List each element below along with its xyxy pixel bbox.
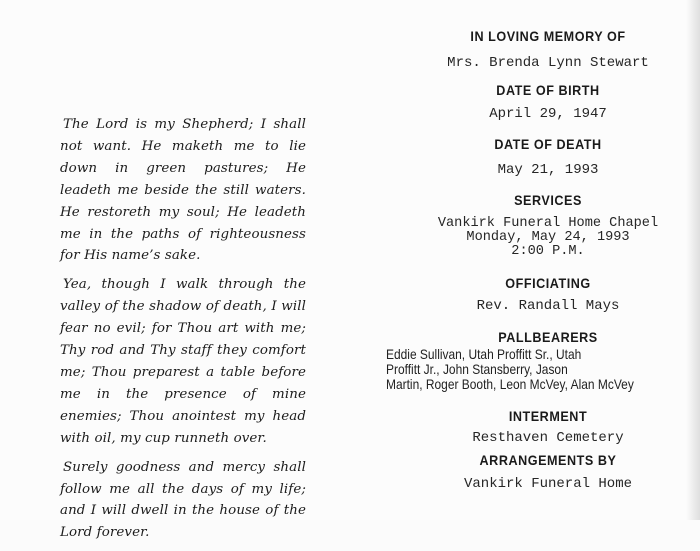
date-of-birth-heading: DATE OF BIRTH bbox=[496, 82, 600, 98]
officiant-name: Rev. Randall Mays bbox=[476, 298, 620, 314]
date-of-death: May 21, 1993 bbox=[497, 162, 599, 178]
services-heading: SERVICES bbox=[514, 192, 582, 208]
pallbearers-list bbox=[386, 347, 676, 392]
officiating-heading: OFFICIATING bbox=[505, 275, 591, 291]
arrangements-heading: ARRANGEMENTS BY bbox=[479, 452, 617, 468]
arrangements-by: Vankirk Funeral Home bbox=[463, 476, 633, 492]
psalm-23-text bbox=[60, 114, 306, 551]
interment-heading: INTERMENT bbox=[508, 408, 588, 424]
in-loving-memory-heading: IN LOVING MEMORY OF bbox=[470, 28, 626, 44]
psalm-paragraph-1: The Lord is my Shepherd; I shall not want. He maketh me to lie down in green pastures; He leadeth me beside the still waters. He restoreth my soul; He leadeth me in the paths of righteousness for His name’s sake. bbox=[60, 117, 306, 264]
pallbearers-line: Martin, Roger Booth, Leon McVey, Alan McVey bbox=[386, 377, 634, 392]
date-of-death-heading: DATE OF DEATH bbox=[494, 136, 602, 152]
pallbearers-line: Proffitt Jr., John Stansberry, Jason bbox=[386, 362, 568, 377]
interment-place: Resthaven Cemetery bbox=[472, 430, 624, 446]
psalm-paragraph-2: Yea, though I walk through the valley of the shadow of death, I will fear no evil; for Thou art with me; Thy rod and Thy staff they comfort me; Thou preparest a table before me in the presence of mine enemies; Thou anointest my head with oil, my cup runneth over. bbox=[60, 277, 306, 446]
pallbearers-heading: PALLBEARERS bbox=[498, 329, 598, 345]
services-time: 2:00 P.M. bbox=[511, 244, 585, 259]
services-date: Monday, May 24, 1993 bbox=[466, 230, 630, 245]
date-of-birth: April 29, 1947 bbox=[489, 106, 607, 122]
services-location: Vankirk Funeral Home Chapel bbox=[437, 216, 659, 231]
pallbearers-line: Eddie Sullivan, Utah Proffitt Sr., Utah bbox=[386, 347, 582, 362]
psalm-paragraph-3: Surely goodness and mercy shall follow me all the days of my life; and I will dwell in the house of the Lord forever. bbox=[60, 459, 306, 541]
deceased-name: Mrs. Brenda Lynn Stewart bbox=[447, 55, 649, 71]
